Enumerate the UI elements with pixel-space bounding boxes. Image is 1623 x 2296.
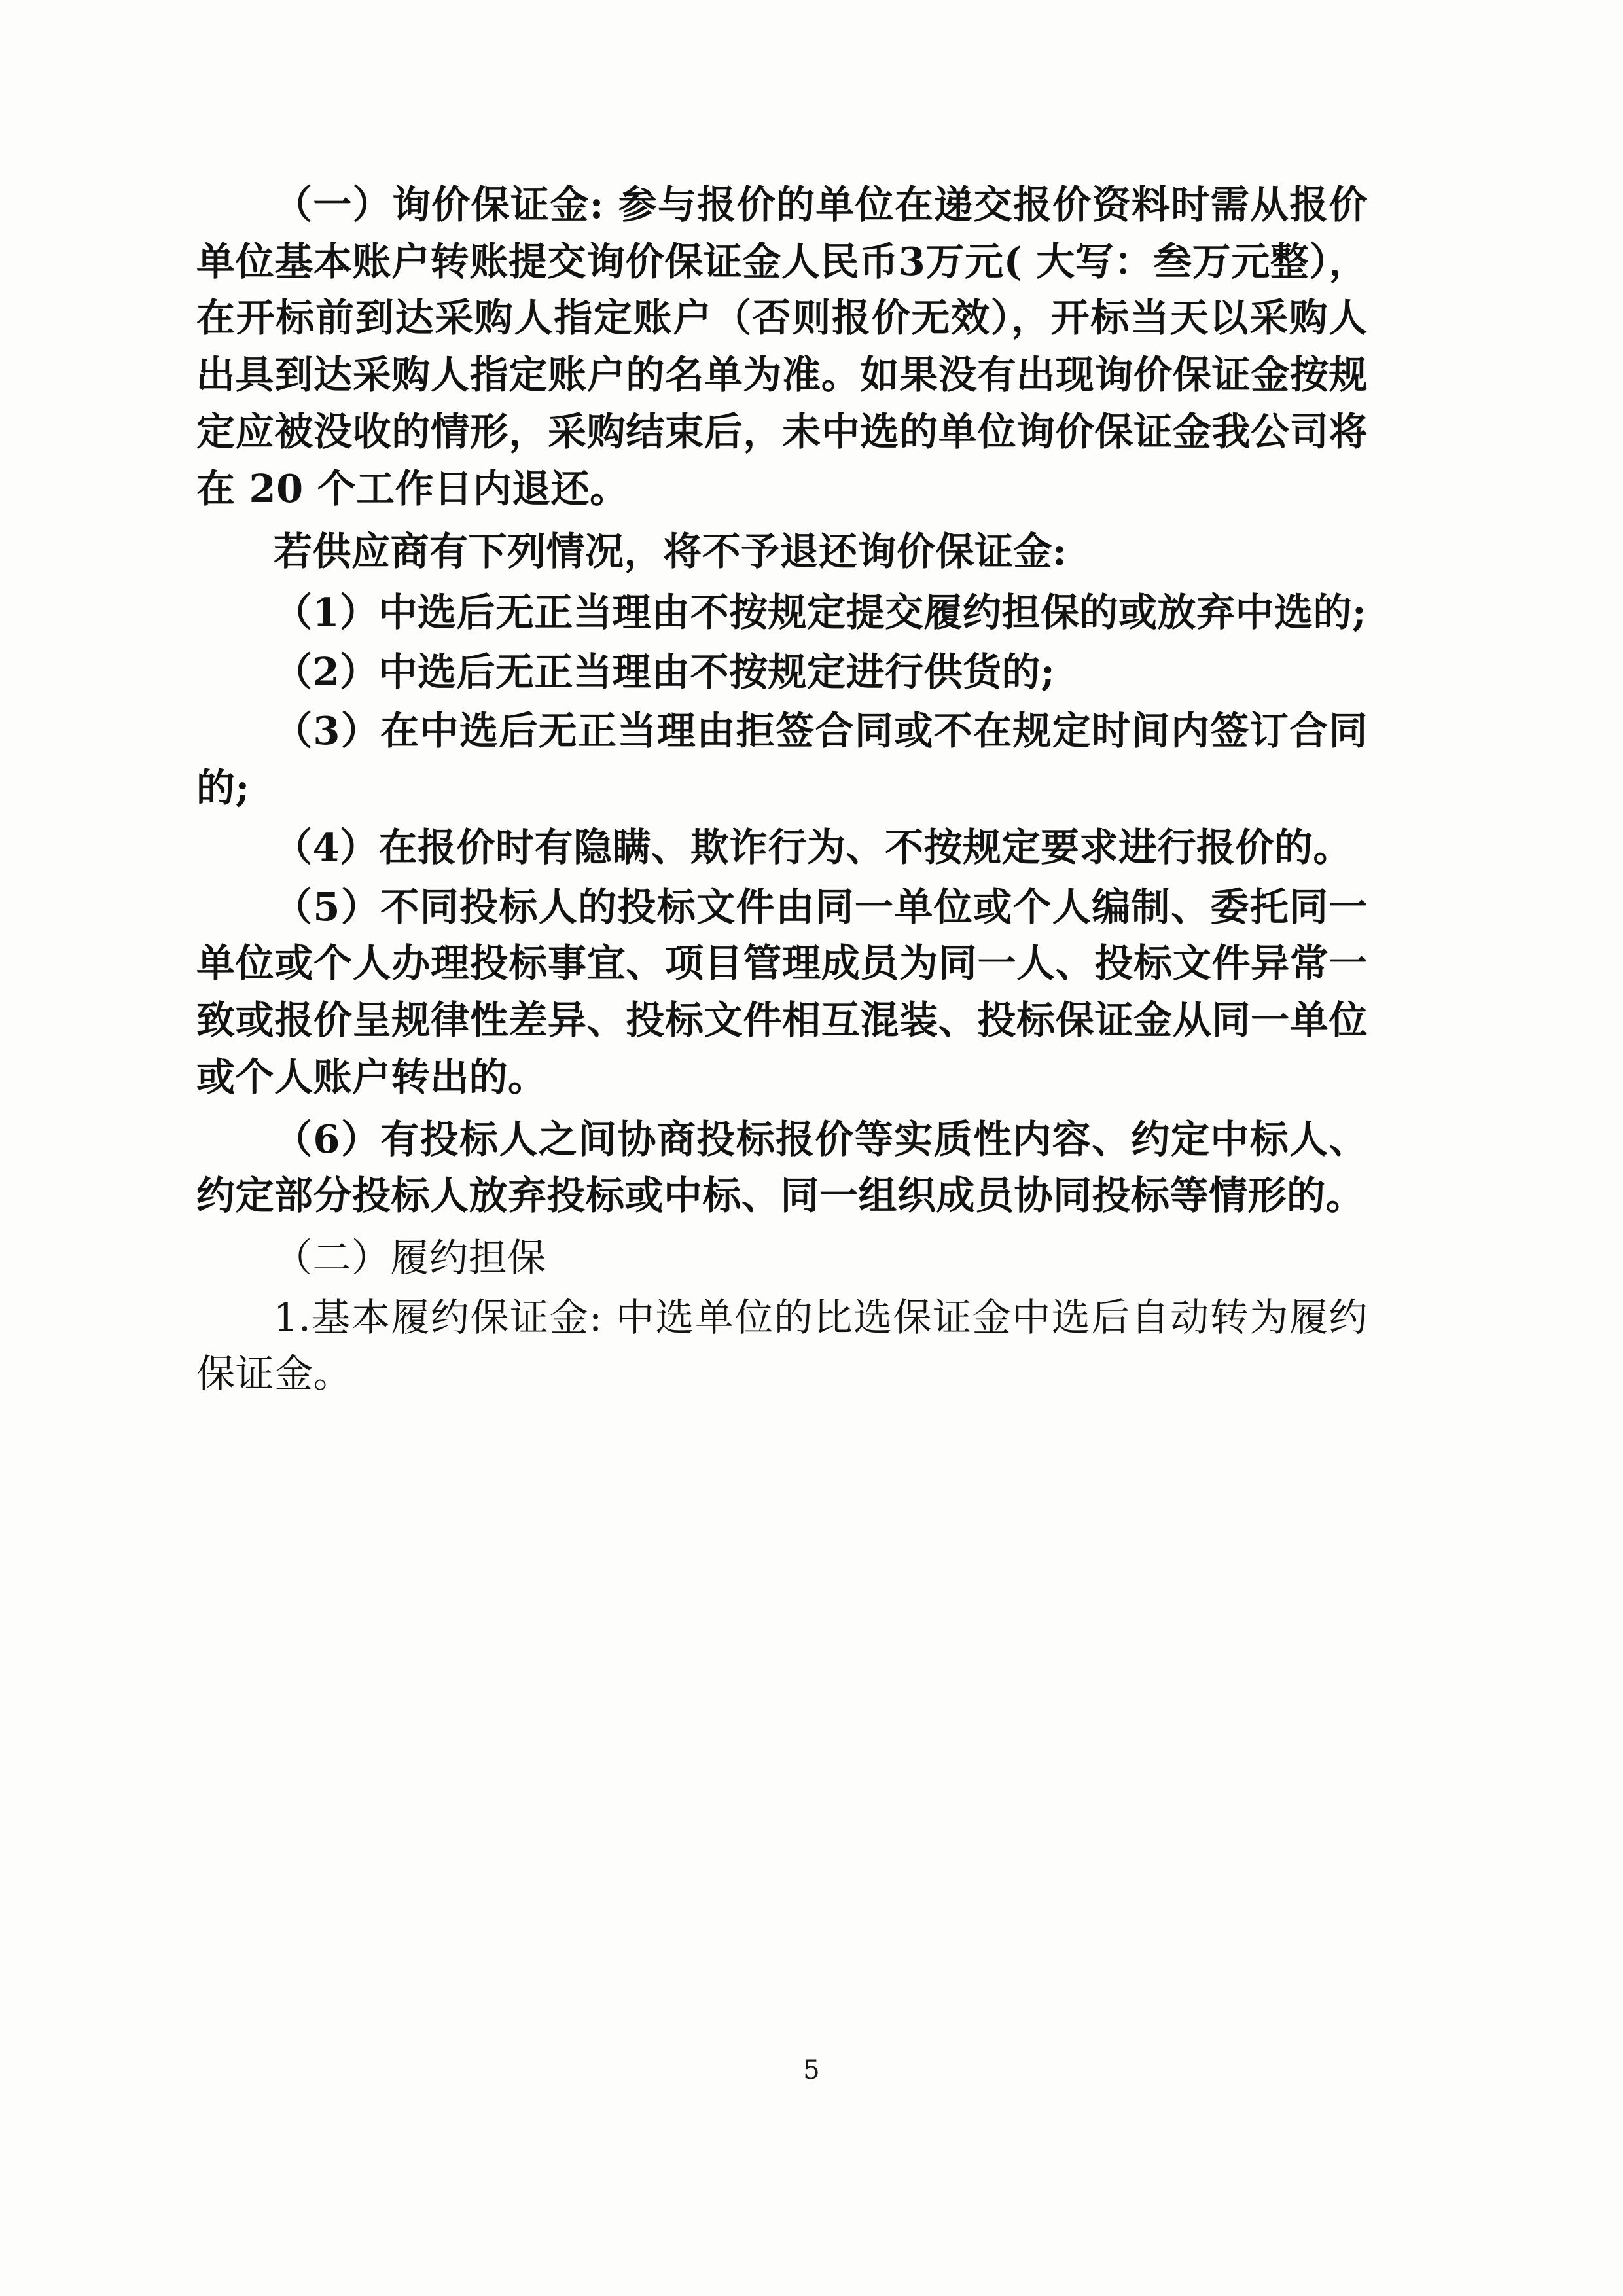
paragraph-item-4: （4）在报价时有隐瞒、欺诈行为、不按规定要求进行报价的。 xyxy=(274,824,1353,870)
paragraph-item-1: （1）中选后无正当理由不按规定提交履约担保的或放弃中选的; xyxy=(274,590,1367,636)
paragraph-section-2-heading: （二）履约担保 xyxy=(274,1234,546,1280)
page-number: 5 xyxy=(803,2055,820,2085)
paragraph-non-refund-lead: 若供应商有下列情况，将不予退还询价保证金: xyxy=(274,529,1067,575)
paragraph-item-3: （3）在中选后无正当理由拒签合同或不在规定时间内签订合同的; xyxy=(196,708,1368,811)
paragraph-item-6: （6）有投标人之间协商投标报价等实质性内容、约定中标人、约定部分投标人放弃投标或中标、同一组织成员协同投标等情形的。 xyxy=(196,1116,1368,1219)
page-body xyxy=(196,177,1368,1404)
paragraph-basic-performance-bond: 1.基本履约保证金: 中选单位的比选保证金中选后自动转为履约保证金。 xyxy=(196,1294,1368,1397)
paragraph-item-2: （2）中选后无正当理由不按规定进行供货的; xyxy=(274,649,1056,694)
paragraph-deposit-clause: （一）询价保证金: 参与报价的单位在递交报价资料时需从报价单位基本账户转账提交询价保证金人民币3万元( 大写：叁万元整），在开标前到达采购人指定账户（否则报价无效），开标当天以采购人出具到达采购人指定账户的名单为准。如果没有出现询价保证金按规定应被没收的情形，采购结束后，未中选的单位询价保证金我公司将在 20 个工作日内退还。 xyxy=(196,182,1368,511)
paragraph-item-5: （5）不同投标人的投标文件由同一单位或个人编制、委托同一单位或个人办理投标事宜、项目管理成员为同一人、投标文件异常一致或报价呈规律性差异、投标文件相互混装、投标保证金从同一单位或个人账户转出的。 xyxy=(196,884,1368,1100)
